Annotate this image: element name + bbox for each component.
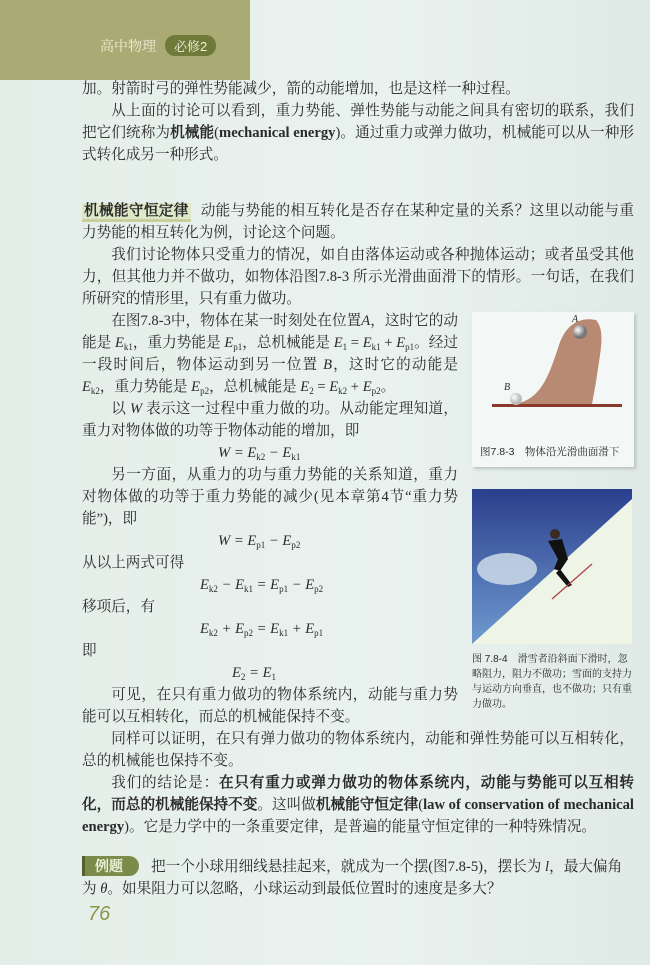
label-b: B [504,382,511,393]
figure-caption: 图 7.8-4 滑雪者沿斜面下滑时，忽略阻力，阻力不做功；雪面的支持力与运动方向垂直，也不做功；只有重力做功。 [472,654,632,710]
text-segment: = [230,533,248,549]
ball-a [573,325,587,339]
header-band [0,0,250,80]
text-segment: B [323,357,332,373]
text-segment: + [347,379,363,395]
text-segment: E [305,621,315,637]
text-segment: E [247,445,257,461]
text-segment: E [362,379,372,395]
text-segment: k1 [123,342,133,352]
text-segment: k1 [244,584,253,594]
text-segment: k2 [338,386,348,396]
main-text-column [82,78,634,926]
paragraph [82,78,634,100]
text-segment: − [217,577,236,593]
page-number: 76 [88,903,111,925]
text-segment: 表示这一过程中重力做的功。从动能定理知道，重力对物体做的功等于物体动能的增加，即 [82,401,458,439]
text-segment: ，总机械能是 [209,379,301,395]
text-segment: k2 [256,452,266,462]
text-segment: 把一个小球用细线悬挂起来，就成为一个摆(图7.8-5)，摆长为 [151,859,546,875]
section-heading: 机械能守恒定律 [82,203,191,222]
text-segment: 机械能 [170,125,215,141]
text-segment: 从上面的讨论可以看到，重力势能、弹性势能与动能之间具有密切的联系，我们把它们统称为 [82,103,634,141]
curve-illustration [472,312,634,442]
text-segment: W [129,401,143,417]
text-segment: − [265,533,283,549]
text-segment: 从以上两式可得 [82,555,185,571]
example-badge: 例题 [82,856,139,876]
text-segment: + [288,621,306,637]
figure-skier [472,489,634,712]
text-segment: E [200,577,209,593]
text-segment: 1 [271,672,276,682]
paragraph [82,244,634,310]
text-segment: p1 [314,628,324,638]
text-segment: E [235,577,244,593]
text-segment: E [329,379,339,395]
text-segment: E [200,621,209,637]
text-segment: 移项后，有 [82,599,155,615]
text-segment: k1 [279,628,289,638]
text-segment: p1 [233,342,243,352]
volume-badge: 必修2 [165,35,216,56]
example-problem [82,856,634,900]
text-segment: 可见，在只有重力做功的物体系统内，动能与重力势能可以互相转化，而总的机械能保持不变。 [82,687,458,725]
text-segment: 我们讨论物体只受重力的情况，如自由落体运动或各种抛体运动；或者虽受其他力，但其他力并不做功，如物体沿图7.8-3 所示光滑曲面滑下的情形。一句话，在我们所研究的情形里，只有重力做功。 [82,247,634,307]
figure-skier-photo [472,489,632,644]
text-segment: E [247,533,257,549]
text-segment: 。经过一段时间后，物体运动到另一位置 [82,335,459,373]
text-segment: 2 [240,672,246,682]
text-segment: p2 [291,540,301,550]
text-segment: )。它是力学中的一条重要定律，是普遍的能量守恒定律的一种特殊情况。 [124,819,597,835]
text-segment: p2 [200,386,210,396]
text-segment: E [282,533,292,549]
text-segment: p2 [314,584,324,594]
text-segment: A [361,313,371,329]
text-segment: mechanical energy [219,125,336,141]
text-segment: 1 [342,342,348,352]
text-segment: ，这时它的动能是 [331,357,458,373]
text-segment: p2 [371,386,381,396]
text-segment: = [245,665,263,681]
text-segment: 。这叫做 [257,797,316,813]
text-segment: + [217,621,236,637]
text-segment: k2 [208,584,218,594]
example-text [82,859,622,897]
text-segment: k1 [371,342,381,352]
text-segment: θ [100,881,108,897]
text-segment: − [265,445,283,461]
text-segment: p1 [405,342,415,352]
text-segment: = [230,445,248,461]
text-segment: 。 [380,379,396,395]
text-segment: 在只有重力或弹力做功的物体系统内，动能与势能可以互相转化，而总的机械能保持不变 [82,775,634,813]
text-segment: E [82,379,91,395]
text-segment: ( [214,125,220,141]
text-segment: ，重力势能是 [99,379,192,395]
text-segment: ( [418,797,424,813]
text-segment: 另一方面，从重力的功与重力势能的关系知道，重力对物体做的功等于重力势能的减少(见本章第4节“重力势能”)，即 [82,467,458,527]
figure-caption: 图7.8-3 物体沿光滑曲面滑下 [480,446,620,458]
conclusion-paragraph [82,772,634,838]
text-segment: 2 [309,386,314,396]
label-a: A [572,314,579,325]
figure-smooth-curve [472,312,634,467]
text-segment: p1 [279,584,289,594]
text-segment: ，最大偏角为 [82,859,623,897]
text-segment: 在图7.8-3中，物体在某一时刻处在位置 [111,313,362,329]
paragraph [82,728,634,772]
text-segment: 以 [111,401,130,417]
text-segment: E [232,665,241,681]
text-segment: E [282,445,292,461]
text-segment: E [396,335,406,351]
text-segment: = [253,577,271,593]
text-segment: p2 [244,628,253,638]
text-segment: E [300,379,310,395]
text-segment: E [262,665,272,681]
text-segment: 加。射箭时弓的弹性势能减少，箭的动能增加，也是这样一种过程。 [82,81,520,97]
text-segment: 机械能守恒定律 [315,797,419,813]
text-segment: E [235,621,244,637]
ball-b [510,393,522,405]
text-segment: law of conservation of mechanical energy [82,797,634,835]
text-segment: ，总机械能是 [242,335,334,351]
text-segment: E [270,577,280,593]
text-segment: = [253,621,271,637]
text-segment: − [288,577,306,593]
text-segment: E [270,621,280,637]
text-segment: 即 [82,643,97,659]
text-segment: E [114,335,124,351]
text-segment: k2 [208,628,218,638]
text-segment: E [333,335,343,351]
book-title: 高中物理 [100,38,156,54]
text-segment: 动能与势能的相互转化是否存在某种定量的关系？这里以动能与重力势能的相互转化为例，讨论这个问题。 [82,203,634,241]
text-segment: = [313,379,330,395]
text-segment: p1 [256,540,266,550]
text-segment: E [305,577,315,593]
text-segment: 同样可以证明，在只有弹力做功的物体系统内，动能和弹性势能可以互相转化，总的机械能也保持不变。 [82,731,634,769]
text-segment: E [224,335,234,351]
text-segment: E [362,335,372,351]
text-segment: W [218,533,231,549]
text-segment: 。如果阻力可以忽略，小球运动到最低位置时的速度是多大？ [107,881,502,897]
text-segment: l [545,859,550,875]
text-segment: k1 [291,452,301,462]
paragraph [82,100,634,166]
text-segment: E [191,379,201,395]
text-segment: = [347,335,363,351]
text-segment: W [218,445,231,461]
text-segment: k2 [90,386,100,396]
text-segment: ，重力势能是 [132,335,225,351]
text-segment: 我们的结论是： [111,775,219,791]
section-paragraph [82,200,634,244]
text-segment: + [380,335,397,351]
text-segment: ，这时它的动能是 [82,313,458,351]
text-segment: )。通过重力或弹力做功，机械能可以从一种形式转化成另一种形式。 [82,125,634,163]
